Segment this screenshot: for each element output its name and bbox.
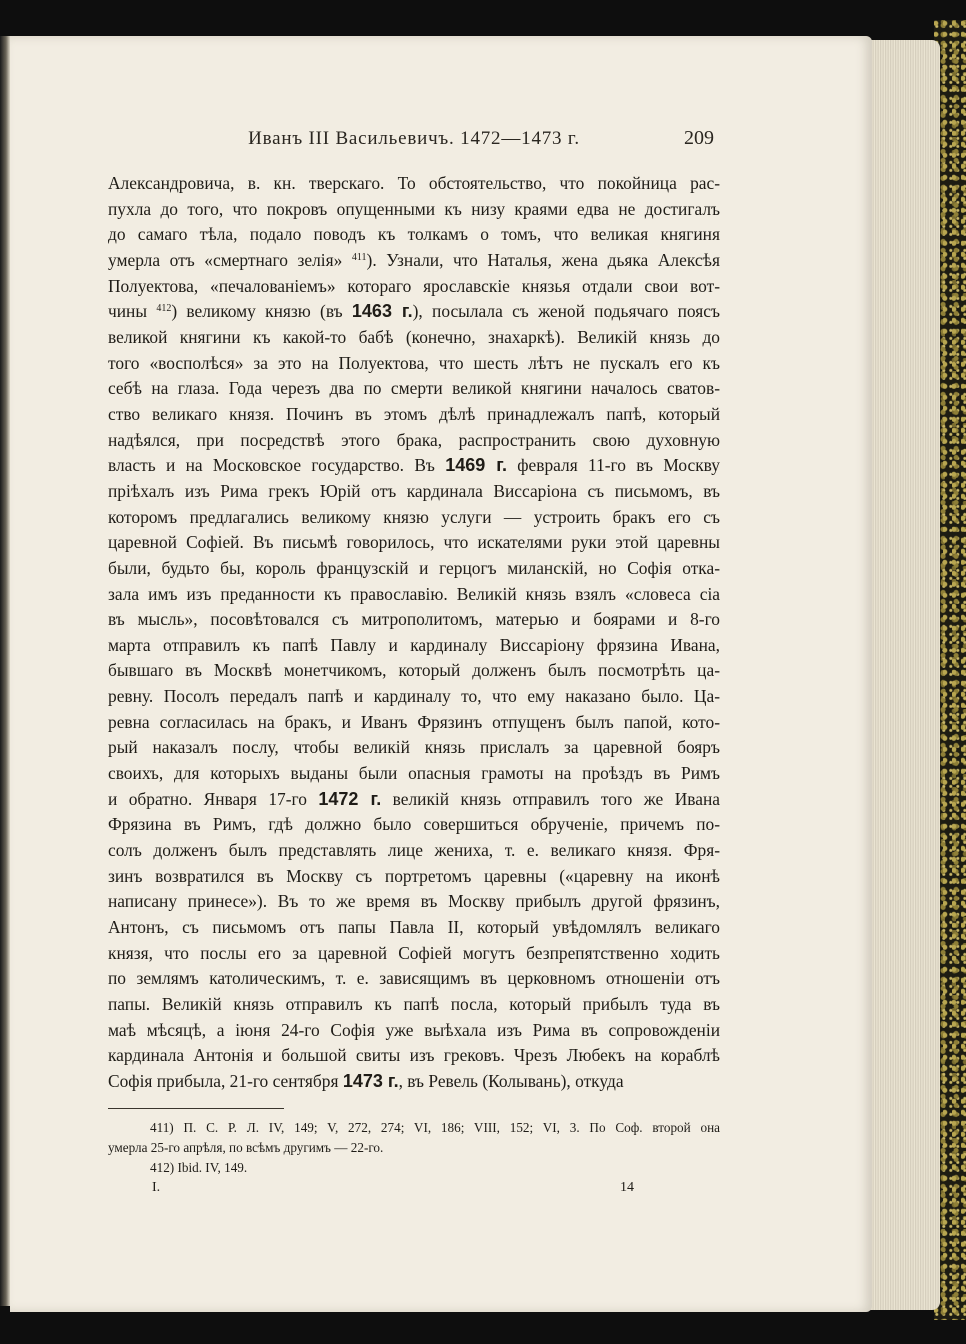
text-run: своихъ, для которыхъ выданы были опасныя грамоты на проѣздъ въ Римъ (108, 763, 720, 784)
text-run: зинъ возвратился въ Москву съ портретомъ царевны («царевну на иконѣ (108, 865, 720, 886)
text-run: , въ Ревель (Колывань), откуда (398, 1070, 624, 1091)
text-run: ), посылала съ женой подьячаго поясъ (412, 301, 720, 322)
text-line (108, 376, 720, 402)
text-run: князя, что послы его за царевной Софіей могутъ безпрепятственно ходить (108, 942, 720, 963)
main-text-block (108, 171, 720, 1095)
text-line (108, 812, 720, 838)
text-run: въ мысль», посовѣтовался съ митрополитомъ, матерью и боярами и 8-го (108, 609, 720, 630)
text-run: февраля 11-го въ Москву (506, 455, 720, 476)
volume-mark: I. (152, 1180, 161, 1195)
text-run: папы. Великій князь отправилъ къ папѣ посла, который прибылъ туда въ (108, 994, 720, 1014)
text-run: великой княгини къ какой-то бабѣ (конечно, знахаркѣ). Великій князь до (108, 326, 720, 347)
text-run: кардинала Антонія и большой свиты изъ грековъ. Чрезъ Любекъ на кораблѣ (108, 1045, 720, 1066)
text-run: Александровича, в. кн. тверскаго. То обстоятельство, что покойница рас- (108, 173, 720, 193)
text-run: марта отправилъ къ папѣ Павлу и кардиналу Виссаріону фрязина Ивана, (108, 634, 720, 655)
year-highlight: 1469 г. (445, 455, 507, 476)
text-line (108, 710, 720, 736)
text-run: Софія прибыла, 21-го сентября (108, 1070, 343, 1091)
text-line (108, 607, 720, 633)
text-line (108, 735, 720, 761)
text-run: зала имъ изъ преданности къ православію. Великій князь взялъ «словеса сіа (108, 583, 720, 604)
text-run: ство великаго князя. Починъ въ этомъ дѣлѣ принадлежалъ папѣ, который (108, 403, 720, 424)
footnote-411-line-2: умерла 25-го апрѣля, по всѣмъ другимъ — 22-го. (108, 1140, 384, 1155)
text-run: маѣ мѣсяцѣ, а іюня 24-го Софія уже выѣхала изъ Рима въ сопровожденіи (108, 1019, 720, 1040)
page-stack-edge (860, 40, 940, 1310)
text-line (108, 222, 720, 248)
text-line (108, 274, 720, 300)
year-highlight: 1463 г. (351, 301, 413, 322)
text-line (108, 505, 720, 531)
text-line (108, 402, 720, 428)
text-run: написану принесе»). Въ то же время въ Москву прибылъ другой фрязинъ, (108, 891, 720, 912)
text-line (108, 197, 720, 223)
footnote-rule (108, 1108, 284, 1109)
text-line (108, 248, 720, 274)
text-line (108, 787, 720, 813)
footnote-411-line-1: 411) П. С. Р. Л. IV, 149; V, 272, 274; VI, 186; VIII, 152; VI, 3. По Соф. второй она (150, 1120, 720, 1135)
text-line (108, 684, 720, 710)
text-run: ) великому князю (въ (171, 301, 352, 322)
footnote-ref: 412 (156, 303, 172, 315)
text-run: по землямъ католическимъ, т. е. зависящимъ въ церковномъ отношеніи отъ (108, 968, 720, 989)
text-line (108, 325, 720, 351)
text-run: которомъ предлагались великому князю услуги — устроить бракъ его съ (108, 506, 720, 527)
text-line (108, 530, 720, 556)
text-line (108, 864, 720, 890)
running-head (108, 126, 720, 158)
text-run: великій князь отправилъ того же Ивана (381, 788, 720, 809)
text-run: умерла отъ «смертнаго зелія» (108, 249, 352, 270)
text-run: себѣ на глаза. Года черезъ два по смерти великой княгини началось сватов- (108, 378, 720, 399)
text-run: и обратно. Января 17-го (108, 788, 319, 809)
text-line (108, 941, 720, 967)
text-line (108, 299, 720, 325)
text-run: ревна согласилась на бракъ, и Иванъ Фрязинъ отпущенъ былъ папой, кото- (108, 711, 720, 732)
text-line (108, 1069, 720, 1095)
text-run: ). Узнали, что Наталья, жена дьяка Алексѣя (366, 249, 720, 270)
text-line (108, 915, 720, 941)
text-line (108, 1018, 720, 1044)
book-left-edge (0, 36, 10, 1306)
text-line (108, 633, 720, 659)
text-line (108, 453, 720, 479)
text-run: бывшаго въ Москвѣ монетчикомъ, который долженъ былъ посмотрѣть ца- (108, 660, 720, 681)
text-line (108, 171, 720, 197)
text-line (108, 479, 720, 505)
text-line (108, 761, 720, 787)
text-line (108, 658, 720, 684)
text-line (108, 351, 720, 377)
text-run: власть и на Московское государство. Въ (108, 455, 446, 476)
text-run: Полуектова, «печалованіемъ» котораго ярославскіе князья отдали свои вот- (108, 275, 720, 296)
footnote-412: 412) Ibid. IV, 149. (150, 1160, 248, 1175)
text-line (108, 556, 720, 582)
text-line (108, 838, 720, 864)
text-run: до самаго тѣла, подало поводъ къ толкамъ о томъ, что великая княгиня (108, 224, 720, 245)
text-run: ревну. Посолъ передалъ папѣ и кардиналу то, что ему наказано было. Ца- (108, 686, 720, 707)
text-line (108, 582, 720, 608)
footnote-ref: 411 (351, 251, 367, 263)
text-line (108, 428, 720, 454)
text-run: царевной Софіей. Въ письмѣ говорилось, что искателями руки этой царевны (108, 532, 720, 553)
text-line (108, 1043, 720, 1069)
footnotes (108, 1118, 720, 1178)
text-run: были, будьто бы, король французскій и герцогъ миланскій, но Софія отка- (108, 557, 720, 578)
text-run: рый наказалъ послу, чтобы великій князь прислалъ за царевной бояръ (108, 737, 720, 758)
text-line (108, 889, 720, 915)
text-line (108, 966, 720, 992)
text-run: пріѣхалъ изъ Рима грекъ Юрій отъ кардинала Виссаріона съ письмомъ, въ (108, 480, 720, 501)
text-run: Фрязина въ Римъ, гдѣ должно было совершиться обрученіе, причемъ по- (108, 814, 720, 835)
text-run: того «восполѣся» за это на Полуектова, что шесть лѣтъ не пускалъ его къ (108, 352, 720, 373)
text-line (108, 992, 720, 1018)
text-run: солъ долженъ былъ представлять лице жениха, т. е. великаго князя. Фря- (108, 840, 720, 861)
running-head-title: Иванъ III Васильевичъ. 1472—1473 г. (248, 128, 580, 149)
text-run: пухла до того, что покровъ опущенными къ низу краями едва не достигалъ (108, 198, 720, 219)
text-run: Антонъ, съ письмомъ отъ папы Павла II, который увѣдомлялъ великаго (108, 917, 720, 938)
sheet-number: 14 (620, 1180, 634, 1195)
text-run: надѣялся, при посредствѣ этого брака, распространить свою духовную (108, 429, 720, 450)
year-highlight: 1473 г. (342, 1070, 399, 1091)
page-number: 209 (684, 127, 714, 149)
year-highlight: 1472 г. (318, 788, 382, 809)
text-run: чины (108, 301, 157, 322)
